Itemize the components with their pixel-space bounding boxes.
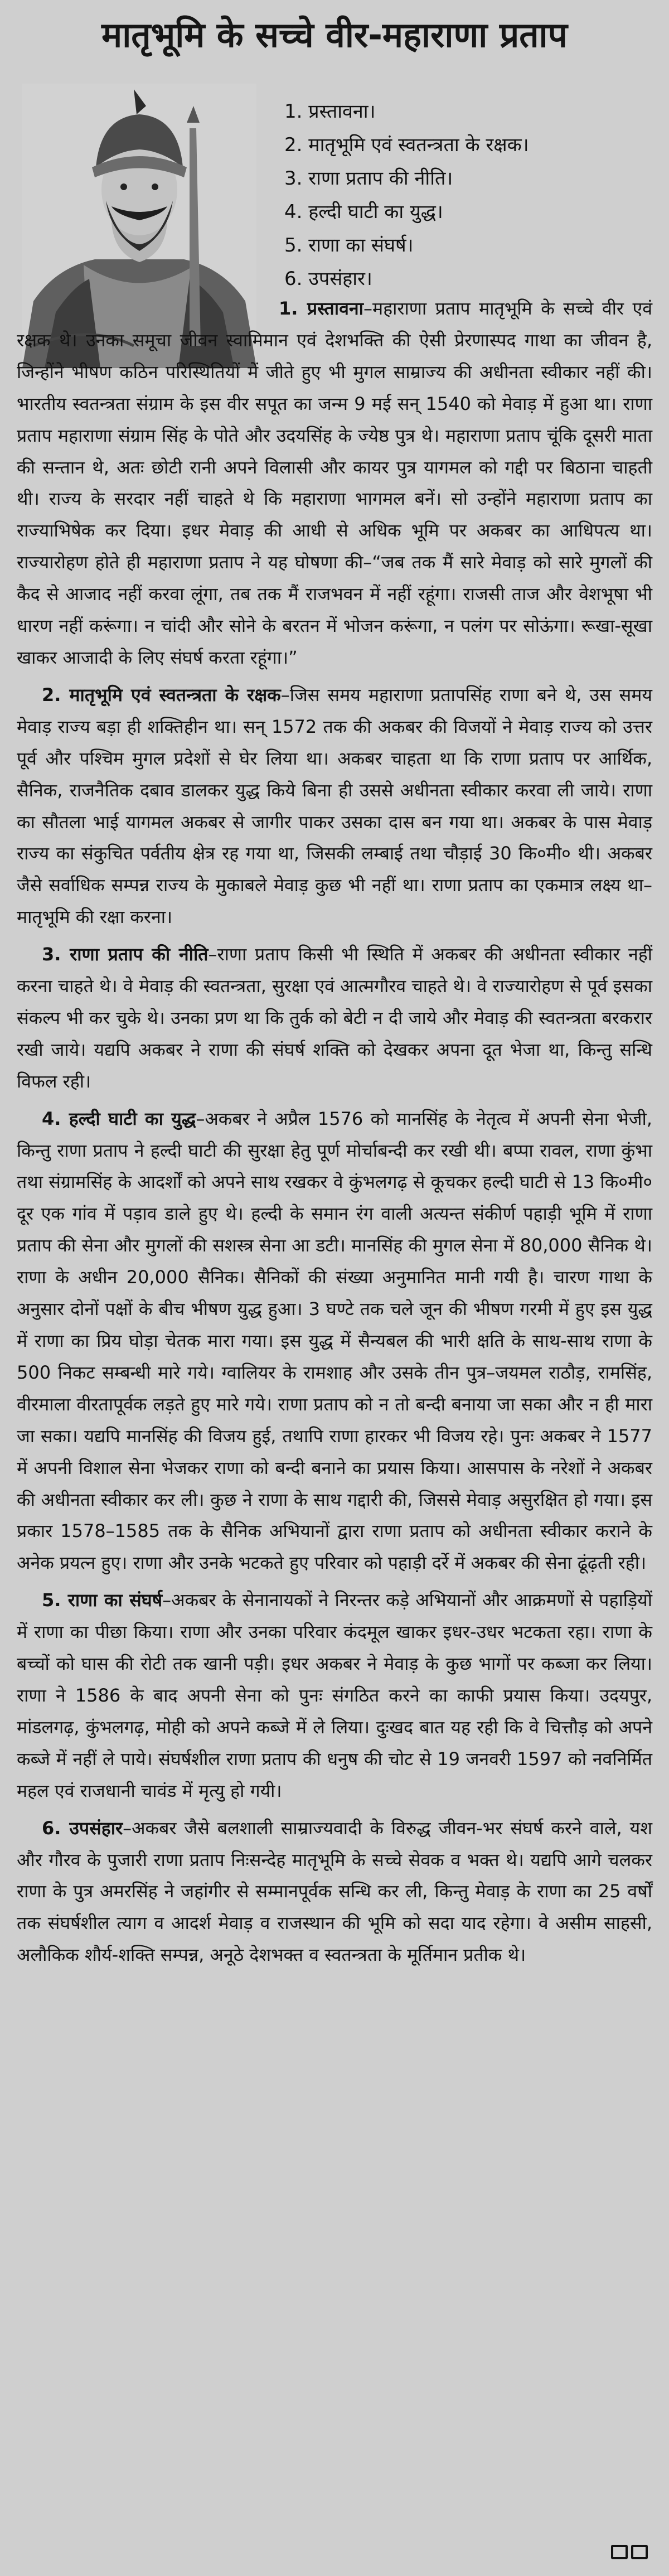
section-conclusion xyxy=(17,1813,652,1971)
section-heading: 5. राणा का संघर्ष xyxy=(42,1589,163,1611)
section-struggle xyxy=(17,1584,652,1806)
page-title: मातृभूमि के सच्चे वीर-महाराणा प्रताप xyxy=(101,15,568,55)
toc-item: 6. उपसंहार। xyxy=(284,268,372,290)
toc-item: 4. हल्दी घाटी का युद्ध। xyxy=(284,201,443,223)
section-heading: 4. हल्दी घाटी का युद्ध xyxy=(42,1108,196,1129)
toc-item: 5. राणा का संघर्ष। xyxy=(284,234,414,257)
section-heading: 6. उपसंहार xyxy=(42,1817,123,1839)
section-haldighati xyxy=(17,1103,652,1579)
section-heading: 3. राणा प्रताप की नीति xyxy=(42,944,209,965)
page-end-mark xyxy=(611,2545,650,2560)
square-icon xyxy=(611,2545,628,2559)
essay-body xyxy=(17,293,652,1976)
toc-item: 1. प्रस्तावना। xyxy=(284,100,376,123)
section-introduction xyxy=(17,293,652,674)
toc-item: 3. राणा प्रताप की नीति। xyxy=(284,167,453,190)
section-heading: 2. मातृभूमि एवं स्वतन्त्रता के रक्षक xyxy=(42,684,281,705)
square-icon xyxy=(631,2545,648,2559)
section-text: –अकबर जैसे बलशाली साम्राज्यवादी के विरुद्ध जीवन-भर संघर्ष करने वाले, यश और गौरव के पुजारी राणा प्रताप निःसन्देह मातृभूमि के सच्चे सेवक व भक्त थे। यद्यपि आगे चलकर राणा के पुत्र अमरसिंह ने जहांगीर से सम्मानपूर्वक सन्धि कर ली, किन्तु मेवाड़ के राणा का 25 वर्षों तक संघर्षशील त्याग व आदर्श मेवाड़ व राजस्थान की भूमि को सदा याद रहेगा। वे असीम साहसी, अलौकिक शौर्य-शक्ति सम्पन्न, अनूठे देशभक्त व स्वतन्त्रता के मूर्तिमान प्रतीक थे। xyxy=(17,1817,653,1966)
section-text: –अकबर के सेनानायकों ने निरन्तर कड़े अभियानों और आक्रमणों से पहाड़ियों में राणा का पीछा किया। राणा और उनका परिवार कंदमूल खाकर इधर-उधर भटकता रहा। राणा के बच्चों को घास की रोटी तक खानी पड़ी। इधर अकबर ने मेवाड़ के कुछ भागों पर कब्जा कर लिया। राणा ने 1586 के बाद अपनी सेना को पुनः संगठित करने का काफी प्रयास किया। उदयपुर, मांडलगढ़, कुंभलगढ़, मोही को अपने कब्जे में ले लिया। दुःखद बात यह रही कि वे चित्तौड़ को अपने कब्जे में नहीं ले पाये। संघर्षशील राणा प्रताप की धनुष की चोट से 19 जनवरी 1597 को नवनिर्मित महल एवं राजधानी चावंड में मृत्यु हो गयी। xyxy=(17,1589,652,1801)
section-policy xyxy=(17,939,652,1098)
section-text: –राणा प्रताप किसी भी स्थिति में अकबर की अधीनता स्वीकार नहीं करना चाहते थे। वे मेवाड़ की स्वतन्त्रता, सुरक्षा एवं आत्मगौरव चाहते थे। वे राज्यारोहण से पूर्व इसका संकल्प भी कर चुके थे। उनका प्रण था कि तुर्क को बेटी न दी जाये और मेवाड़ की स्वतन्त्रता बरकरार रखी जाये। यद्यपि अकबर ने राणा की संघर्ष शक्ति को देखकर अपना दूत भेजा था, किन्तु सन्धि विफल रही। xyxy=(17,944,653,1092)
table-of-contents xyxy=(284,95,652,296)
section-text: –महाराणा प्रताप मातृभूमि के सच्चे वीर एवं रक्षक थे। उनका समूचा जीवन स्वामिमान एवं देशभक्ति की ऐसी प्रेरणास्पद गाथा का जीवन है, जिन्होंने भीषण कठिन परिस्थितियों में जीते हुए भी मुगल साम्राज्य की अधीनता स्वीकार नहीं की। भारतीय स्वतन्त्रता संग्राम के इस वीर सपूत का जन्म 9 मई सन् 1540 को मेवाड़ में हुआ था। राणा प्रताप महाराणा संग्राम सिंह के पोते और उदयसिंह के ज्येष्ठ पुत्र थे। महाराणा प्रताप चूंकि दूसरी माता की सन्तान थे, अतः छोटी रानी अपने विलासी और कायर पुत्र यागमल को गद्दी पर बिठाना चाहती थी। राज्य के सरदार नहीं चाहते थे कि महाराणा भागमल बनें। सो उन्होंने महाराणा प्रताप का राज्याभिषेक कर दिया। इधर मेवाड़ की आधी से अधिक भूमि पर अकबर का आधिपत्य था। राज्यारोहण होते ही महाराणा प्रताप ने यह घोषणा की–“जब तक मैं सारे मेवाड़ को सारे मुगलों की कैद से आजाद नहीं करवा लूंगा, तब तक मैं राजभवन में नहीं रहूंगा। राजसी ताज और वेशभूषा भी धारण नहीं करूंगा। न चांदी और सोने के बरतन में भोजन करूंगा, न पलंग पर सोऊंगा। रूखा-सूखा खाकर आजादी के लिए संघर्ष करता रहूंगा।” xyxy=(17,298,652,668)
section-protector xyxy=(17,679,652,933)
section-heading: 1. प्रस्तावना xyxy=(279,298,363,319)
section-text: –जिस समय महाराणा प्रतापसिंह राणा बने थे, उस समय मेवाड़ राज्य बड़ा ही शक्तिहीन था। सन् 1572 तक की अकबर की विजयों ने मेवाड़ राज्य को उत्तर पूर्व और पश्चिम मुगल प्रदेशों से घेर लिया था। अकबर चाहता था कि राणा प्रताप पर आर्थिक, सैनिक, राजनैतिक दबाव डालकर युद्ध किये बिना ही उससे अधीनता स्वीकार करवा ली जाये। राणा का सौतला भाई यागमल अकबर से जागीर पाकर उसका दास बन गया था। अकबर के पास मेवाड़ राज्य का संकुचित पर्वतीय क्षेत्र रह गया था, जिसकी लम्बाई तथा चौड़ाई 30 कि०मी० थी। अकबर जैसे सर्वाधिक सम्पन्न राज्य के मुकाबले मेवाड़ कुछ भी नहीं था। राणा प्रताप का एकमात्र लक्ष्य था–मातृभूमि की रक्षा करना। xyxy=(17,684,652,928)
section-text: –अकबर ने अप्रैल 1576 को मानसिंह के नेतृत्व में अपनी सेना भेजी, किन्तु राणा प्रताप ने हल्दी घाटी की सुरक्षा हेतु पूर्ण मोर्चाबन्दी कर रखी थी। बप्पा रावल, राणा कुंभा तथा संग्रामसिंह के आदर्शों को अपने साथ रखकर वे कुंभलगढ़ से कूचकर हल्दी घाटी से 13 कि०मी० दूर एक गांव में पड़ाव डाले हुए थे। हल्दी के समान रंग वाली अत्यन्त संकीर्ण पहाड़ी भूमि में राणा प्रताप की सेना और मुगलों की सशस्त्र सेना आ डटी। मानसिंह की मुगल सेना में 80,000 सैनिक थे। राणा के अधीन 20,000 सैनिक। सैनिकों की संख्या अनुमानित मानी गयी है। चारण गाथा के अनुसार दोनों पक्षों के बीच भीषण युद्ध हुआ। 3 घण्टे तक चले जून की भीषण गरमी में हुए इस युद्ध में राणा का प्रिय घोड़ा चेतक मारा गया। इस युद्ध में सैन्यबल की भारी क्षति के साथ-साथ राणा के 500 निकट सम्बन्धी मारे गये। ग्वालियर के रामशाह और उसके तीन पुत्र–जयमल राठौड़, रामसिंह, वीरमाला वीरतापूर्वक लड़ते हुए मारे गये। राणा प्रताप को न तो बन्दी बनाया जा सका और न ही मारा जा सका। यद्यपि मानसिंह की विजय हुई, तथापि राणा हारकर भी विजय रहे। पुनः अकबर ने 1577 में अपनी विशाल सेना भेजकर राणा को बन्दी बनाने का प्रयास किया। आसपास के नरेशों ने अकबर की अधीनता स्वीकार कर ली। कुछ ने राणा के साथ गद्दारी की, जिससे मेवाड़ असुरक्षित हो गया। इस प्रकार 1578–1585 तक के सैनिक अभियानों द्वारा राणा प्रताप को अधीनता स्वीकार कराने के अनेक प्रयत्न हुए। राणा और उनके भटकते हुए परिवार को पहाड़ी दर्रे में अकबर की सेना ढूंढ़ती रही। xyxy=(17,1108,652,1574)
toc-item: 2. मातृभूमि एवं स्वतन्त्रता के रक्षक। xyxy=(284,134,529,156)
